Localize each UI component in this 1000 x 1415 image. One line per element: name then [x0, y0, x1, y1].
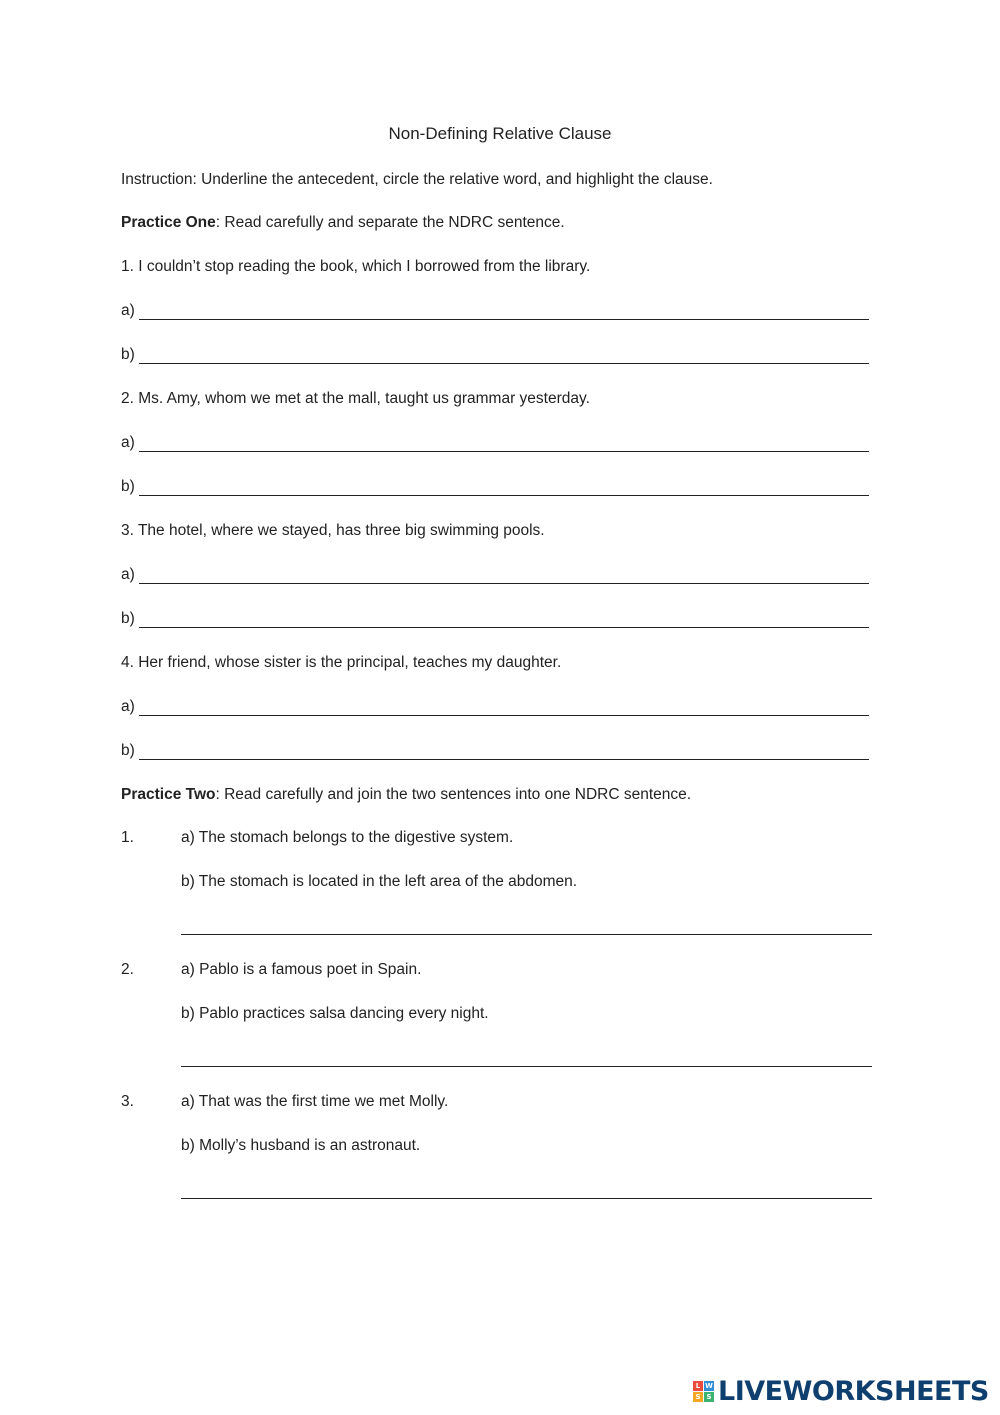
practice-one-item-1: 1. I couldn’t stop reading the book, which I borrowed from the library.	[121, 258, 591, 275]
answer-line-3a[interactable]	[121, 566, 869, 584]
practice-two-item-1a: a) The stomach belongs to the digestive system.	[181, 829, 514, 846]
answer-rule[interactable]	[139, 480, 869, 496]
logo-block: S	[704, 1392, 714, 1402]
answer-label: a)	[121, 566, 135, 583]
practice-one-item-4: 4. Her friend, whose sister is the principal, teaches my daughter.	[121, 654, 562, 671]
answer-line-join-2[interactable]	[181, 1066, 872, 1067]
answer-label: a)	[121, 434, 135, 451]
answer-label: b)	[121, 478, 135, 495]
answer-rule[interactable]	[139, 744, 869, 760]
practice-one-label: Practice One	[121, 214, 216, 231]
instruction-text: Instruction: Underline the antecedent, circle the relative word, and highlight the clause.	[121, 171, 713, 188]
practice-two-number-3: 3.	[121, 1093, 134, 1110]
logo-block: L	[693, 1381, 703, 1391]
answer-line-4a[interactable]	[121, 698, 869, 716]
practice-two-item-2a: a) Pablo is a famous poet in Spain.	[181, 961, 422, 978]
answer-label: b)	[121, 742, 135, 759]
practice-one-text: : Read carefully and separate the NDRC sentence.	[215, 214, 565, 231]
answer-rule[interactable]	[139, 436, 869, 452]
answer-line-2b[interactable]	[121, 478, 869, 496]
practice-two-item-3b: b) Molly’s husband is an astronaut.	[181, 1137, 421, 1154]
answer-label: b)	[121, 346, 135, 363]
answer-rule[interactable]	[139, 700, 869, 716]
answer-rule[interactable]	[139, 348, 869, 364]
answer-line-2a[interactable]	[121, 434, 869, 452]
answer-label: b)	[121, 610, 135, 627]
liveworksheets-logo	[693, 1376, 989, 1406]
answer-line-1a[interactable]	[121, 302, 869, 320]
practice-one-item-2: 2. Ms. Amy, whom we met at the mall, taught us grammar yesterday.	[121, 390, 590, 407]
answer-line-join-1[interactable]	[181, 934, 872, 935]
practice-one-item-3: 3. The hotel, where we stayed, has three big swimming pools.	[121, 522, 545, 539]
practice-two-number-2: 2.	[121, 961, 134, 978]
answer-label: a)	[121, 302, 135, 319]
practice-one-heading	[121, 214, 565, 232]
practice-two-item-1b: b) The stomach is located in the left area of the abdomen.	[181, 873, 578, 890]
practice-two-label: Practice Two	[121, 786, 216, 803]
answer-label: a)	[121, 698, 135, 715]
logo-block: S	[693, 1392, 703, 1402]
practice-two-text: : Read carefully and join the two sentences into one NDRC sentence.	[215, 786, 692, 803]
answer-rule[interactable]	[139, 304, 869, 320]
answer-rule[interactable]	[139, 568, 869, 584]
page-title: Non-Defining Relative Clause	[388, 124, 612, 143]
practice-two-number-1: 1.	[121, 829, 134, 846]
logo-text: LIVEWORKSHEETS	[718, 1375, 989, 1407]
practice-two-item-2b: b) Pablo practices salsa dancing every night.	[181, 1005, 489, 1022]
answer-line-1b[interactable]	[121, 346, 869, 364]
practice-two-item-3a: a) That was the first time we met Molly.	[181, 1093, 449, 1110]
logo-blocks-icon	[693, 1381, 714, 1402]
answer-line-4b[interactable]	[121, 742, 869, 760]
answer-rule[interactable]	[139, 612, 869, 628]
practice-two-heading	[121, 786, 691, 804]
answer-line-3b[interactable]	[121, 610, 869, 628]
answer-line-join-3[interactable]	[181, 1198, 872, 1199]
logo-block: W	[705, 1381, 713, 1390]
